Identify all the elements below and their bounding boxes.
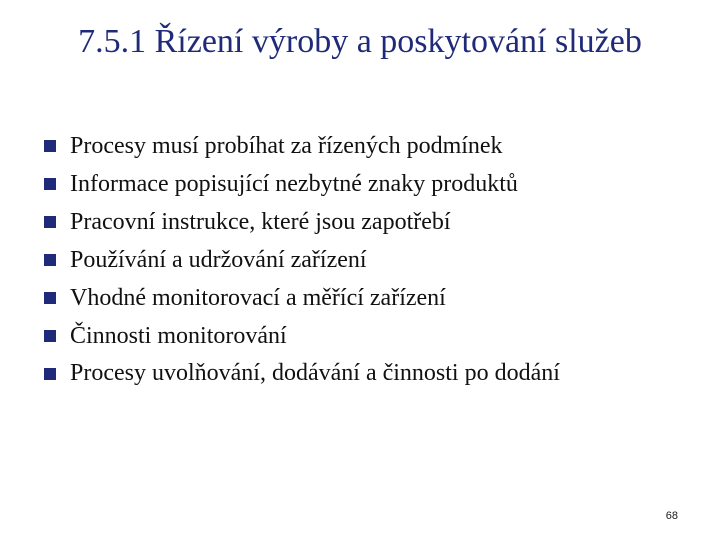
bullet-item	[44, 203, 664, 241]
page-number: 68	[665, 510, 678, 522]
bullet-list	[44, 127, 664, 391]
square-bullet-icon	[44, 330, 56, 342]
bullet-item	[44, 127, 664, 165]
slide-title: 7.5.1 Řízení výroby a poskytování služeb	[78, 23, 642, 60]
bullet-item	[44, 165, 664, 203]
bullet-text: Procesy uvolňování, dodávání a činnosti po dodání	[70, 360, 560, 386]
bullet-text: Činnosti monitorování	[70, 323, 287, 349]
bullet-item	[44, 279, 664, 317]
bullet-text: Vhodné monitorovací a měřící zařízení	[70, 285, 446, 311]
bullet-item	[44, 317, 664, 355]
square-bullet-icon	[44, 140, 56, 152]
square-bullet-icon	[44, 368, 56, 380]
bullet-text: Používání a udržování zařízení	[70, 247, 367, 273]
bullet-text: Procesy musí probíhat za řízených podmínek	[70, 133, 503, 159]
square-bullet-icon	[44, 216, 56, 228]
bullet-item	[44, 355, 664, 391]
square-bullet-icon	[44, 178, 56, 190]
bullet-text: Pracovní instrukce, které jsou zapotřebí	[70, 209, 451, 235]
square-bullet-icon	[44, 292, 56, 304]
bullet-item	[44, 241, 664, 279]
bullet-text: Informace popisující nezbytné znaky produktů	[70, 171, 518, 197]
square-bullet-icon	[44, 254, 56, 266]
